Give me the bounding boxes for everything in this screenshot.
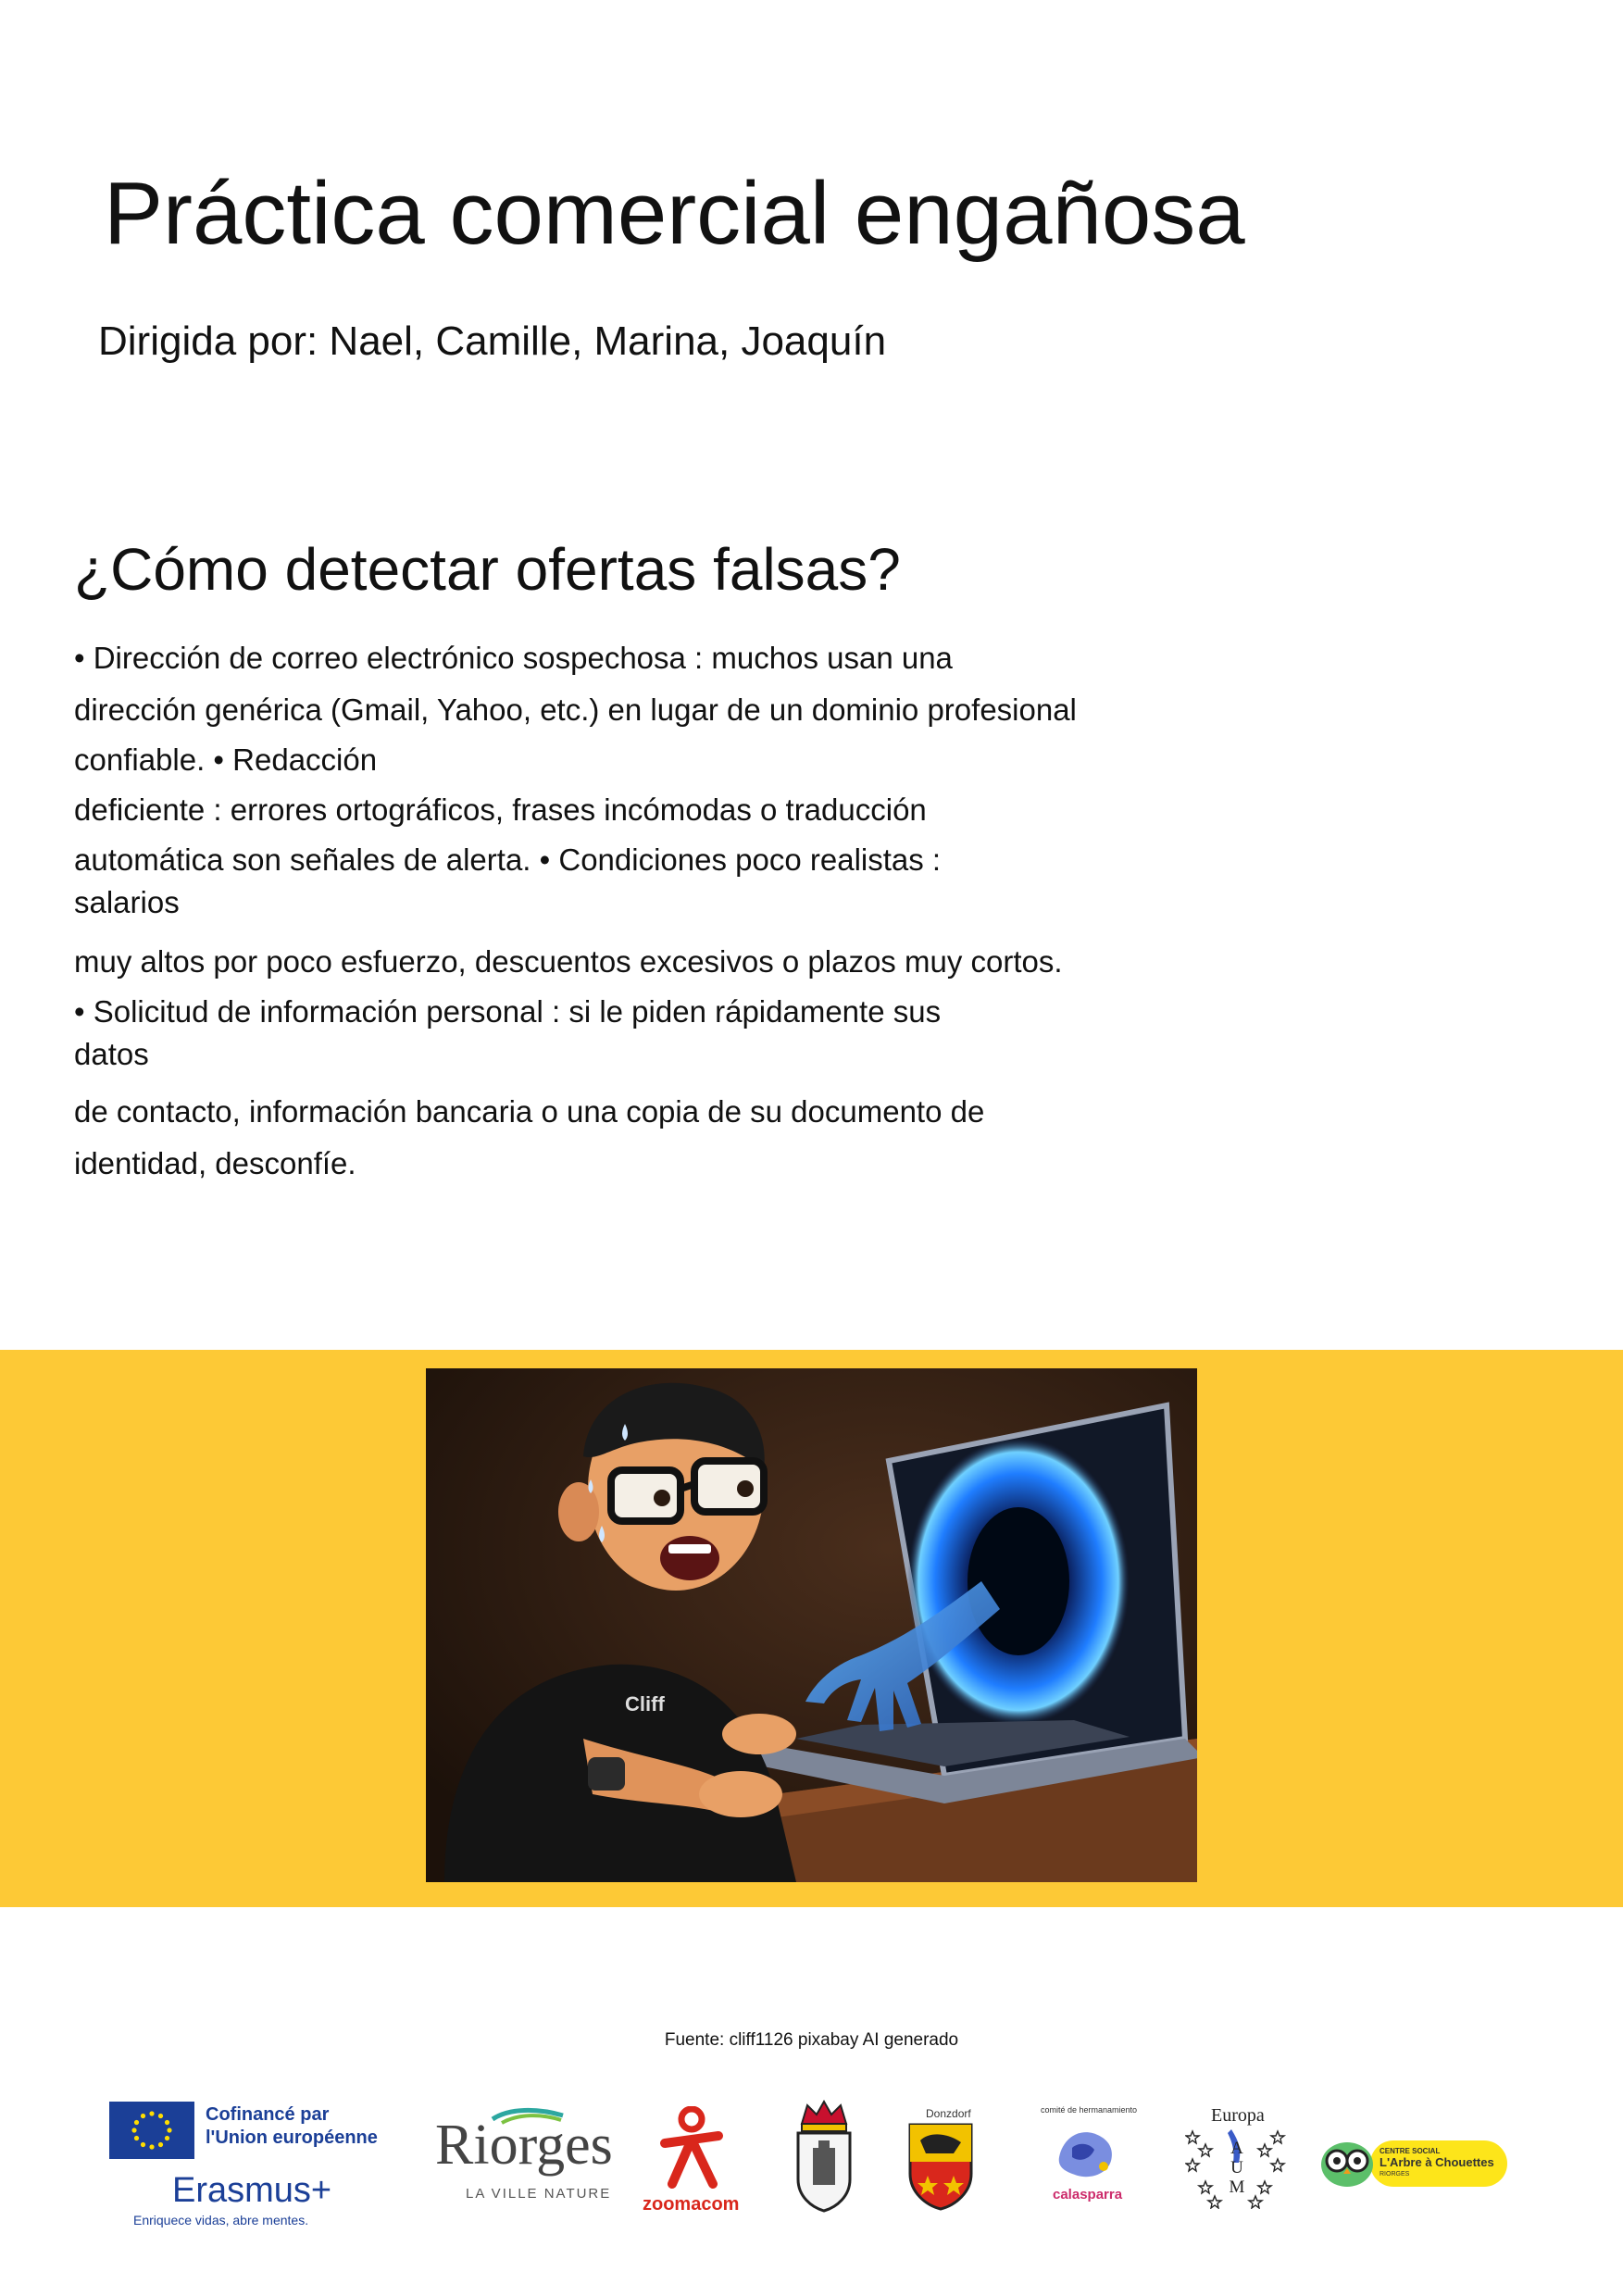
section-heading: ¿Cómo detectar ofertas falsas? (74, 536, 901, 603)
aum-letters: A U M (1229, 2139, 1245, 2197)
body-line: • Dirección de correo electrónico sospechosa : muchos usan una (74, 641, 953, 675)
zoomacom-logo: zoomacom (643, 2194, 740, 2215)
donzdorf-label: Donzdorf (926, 2107, 971, 2120)
calasparra-logo: calasparra (1053, 2187, 1123, 2202)
eu-flag-logo (109, 2102, 194, 2159)
scam-illustration (426, 1368, 1197, 1882)
comite-label: comité de hermanamiento (1041, 2105, 1138, 2115)
crown-shield-icon (791, 2100, 857, 2217)
riorges-tagline: LA VILLE NATURE (466, 2186, 612, 2202)
body-line: datos (74, 1037, 149, 1071)
body-line: muy altos por poco esfuerzo, descuentos excesivos o plazos muy cortos. (74, 944, 1063, 979)
image-caption: Fuente: cliff1126 pixabay AI generado (664, 2030, 959, 2050)
europa-label: Europa (1211, 2105, 1265, 2126)
body-line: deficiente : errores ortográficos, frases incómodas o traducción (74, 792, 927, 827)
body-line: confiable. • Redacción (74, 742, 378, 777)
shirt-text: Cliff (625, 1692, 665, 1716)
body-line: • Solicitud de información personal : si le piden rápidamente sus (74, 994, 942, 1029)
chouette-sub-label: RIORGES (1380, 2171, 1410, 2177)
page-title: Práctica comercial engañosa (104, 164, 1245, 263)
europe-map-icon (1050, 2120, 1124, 2190)
donzdorf-shield-icon (907, 2122, 974, 2215)
zoomacom-figure-icon (659, 2106, 724, 2194)
body-line: de contacto, información bancaria o una copia de su documento de (74, 1094, 985, 1129)
page-subtitle: Dirigida por: Nael, Camille, Marina, Joaquín (98, 318, 887, 364)
body-line: dirección genérica (Gmail, Yahoo, etc.) en lugar de un dominio profesional (74, 693, 1077, 727)
eu-cofinance-text: Cofinancé par l'Union européenne (206, 2104, 378, 2148)
chouette-small-label: CENTRE SOCIAL (1380, 2147, 1441, 2155)
owl-icon (1318, 2133, 1376, 2195)
body-line: identidad, desconfíe. (74, 1146, 356, 1180)
erasmus-logo: Erasmus+ (172, 2171, 332, 2210)
chouette-logo: L'Arbre à Chouettes (1380, 2155, 1494, 2169)
body-line: automática son señales de alerta. • Condiciones poco realistas : (74, 842, 942, 877)
body-line: salarios (74, 885, 180, 919)
erasmus-tagline: Enriquece vidas, abre mentes. (133, 2213, 309, 2227)
riorges-logo: Riorges (435, 2114, 613, 2177)
